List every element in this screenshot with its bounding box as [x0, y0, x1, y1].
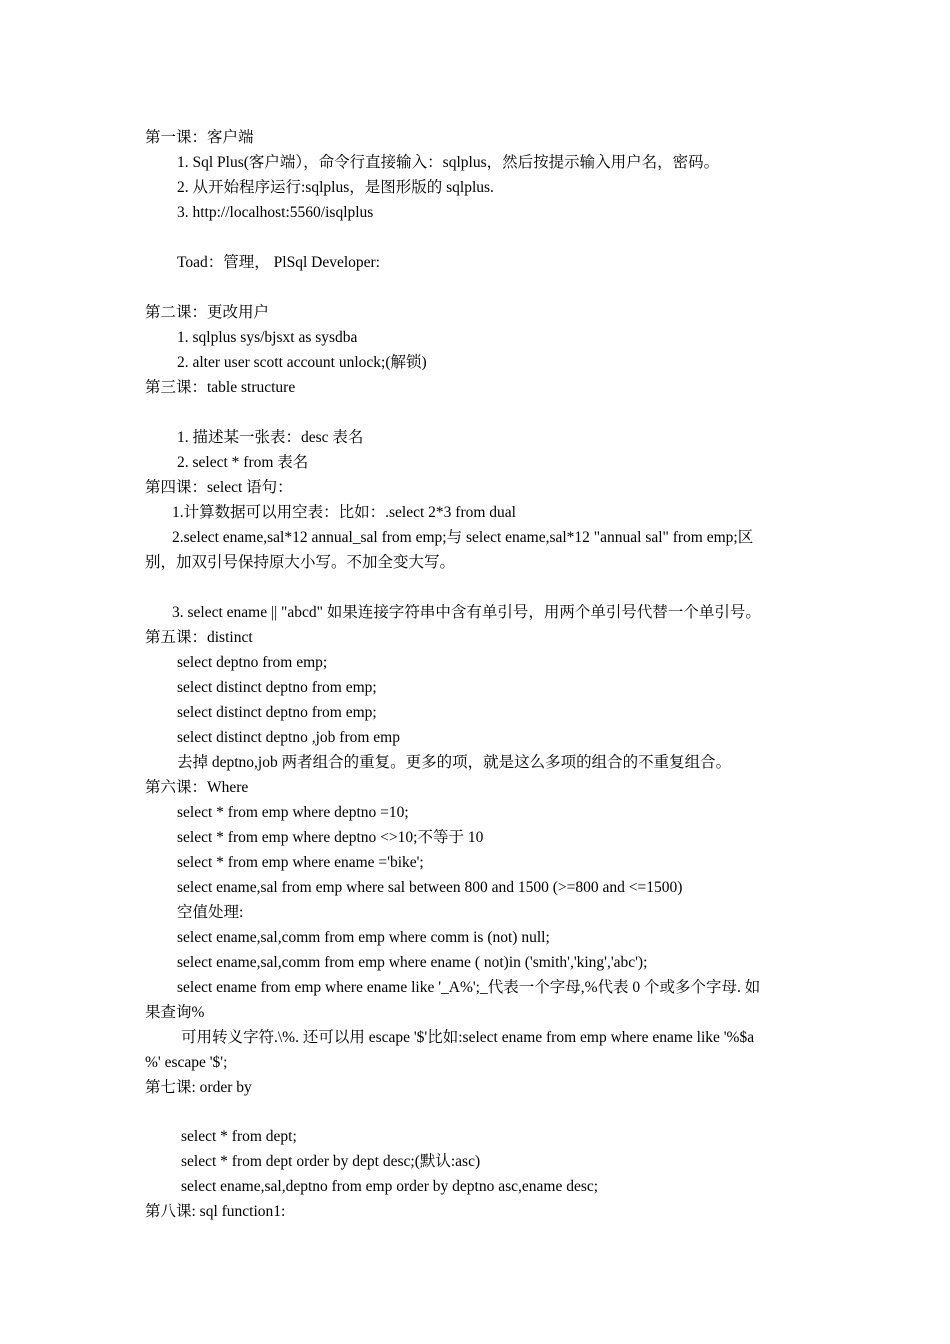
lesson-4-item-2: 2.select ename,sal*12 annual_sal from emp;与 select ename,sal*12 "annual sal" from emp;区	[172, 529, 754, 546]
lesson-5-heading: 第五课：distinct	[145, 629, 253, 646]
lesson-5-line-5: 去掉 deptno,job 两者组合的重复。更多的项，就是这么多项的组合的不重复组合。	[177, 754, 732, 771]
lesson-6-line-3: select * from emp where ename ='bike';	[177, 854, 424, 871]
lesson-7-heading: 第七课: order by	[145, 1079, 252, 1096]
lesson-5-line-3: select distinct deptno from emp;	[177, 704, 377, 721]
lesson-6-line-8-cont: 果查询%	[145, 1004, 205, 1021]
lesson-4-item-2-cont: 别，加双引号保持原大小写。不加全变大写。	[145, 554, 456, 571]
lesson-3-item-1: 1. 描述某一张表：desc 表名	[177, 429, 364, 446]
lesson-6-line-4: select ename,sal from emp where sal between 800 and 1500 (>=800 and <=1500)	[177, 879, 683, 896]
lesson-6-line-9-cont: %' escape '$';	[145, 1054, 228, 1071]
lesson-7-line-2: select * from dept order by dept desc;(默认:asc)	[181, 1153, 481, 1170]
lesson-6-line-2: select * from emp where deptno <>10;不等于 10	[177, 829, 484, 846]
lesson-5-line-1: select deptno from emp;	[177, 654, 328, 671]
lesson-4-item-3: 3. select ename || "abcd" 如果连接字符串中含有单引号，用两个单引号代替一个单引号。	[172, 604, 761, 621]
lesson-1-item-2: 2. 从开始程序运行:sqlplus，是图形版的 sqlplus.	[177, 179, 494, 196]
lesson-7-line-1: select * from dept;	[181, 1128, 297, 1145]
lesson-4-heading: 第四课：select 语句：	[145, 479, 293, 496]
lesson-2-item-1: 1. sqlplus sys/bjsxt as sysdba	[177, 329, 358, 346]
lesson-3-heading: 第三课：table structure	[145, 379, 296, 396]
lesson-6-line-1: select * from emp where deptno =10;	[177, 804, 409, 821]
lesson-8-heading: 第八课: sql function1:	[145, 1203, 286, 1220]
lesson-2-heading: 第二课：更改用户	[145, 304, 270, 321]
lesson-6-line-7: select ename,sal,comm from emp where ename ( not)in ('smith','king','abc');	[177, 954, 648, 971]
lesson-7-line-3: select ename,sal,deptno from emp order by deptno asc,ename desc;	[181, 1178, 599, 1195]
lesson-2-item-2: 2. alter user scott account unlock;(解锁)	[177, 354, 427, 371]
lesson-1-heading: 第一课：客户端	[145, 129, 254, 146]
lesson-6-line-8: select ename from emp where ename like '_A%';_代表一个字母,%代表 0 个或多个字母. 如	[177, 979, 761, 996]
lesson-5-line-2: select distinct deptno from emp;	[177, 679, 377, 696]
lesson-1-item-1: 1. Sql Plus(客户端），命令行直接输入：sqlplus，然后按提示输入用户名，密码。	[177, 154, 720, 171]
lesson-1-item-3: 3. http://localhost:5560/isqlplus	[177, 204, 374, 221]
lesson-3-item-2: 2. select * from 表名	[177, 454, 309, 471]
lesson-6-line-6: select ename,sal,comm from emp where comm is (not) null;	[177, 929, 550, 946]
lesson-5-line-4: select distinct deptno ,job from emp	[177, 729, 400, 746]
lesson-6-line-9: 可用转义字符.\%. 还可以用 escape '$'比如:select ename from emp where ename like '%$a	[181, 1029, 755, 1046]
lesson-1-tools: Toad：管理， PlSql Developer:	[177, 254, 380, 271]
lesson-6-heading: 第六课：Where	[145, 779, 249, 796]
lesson-6-line-5: 空值处理:	[177, 904, 244, 921]
lesson-4-item-1: 1.计算数据可以用空表：比如：.select 2*3 from dual	[172, 504, 516, 521]
